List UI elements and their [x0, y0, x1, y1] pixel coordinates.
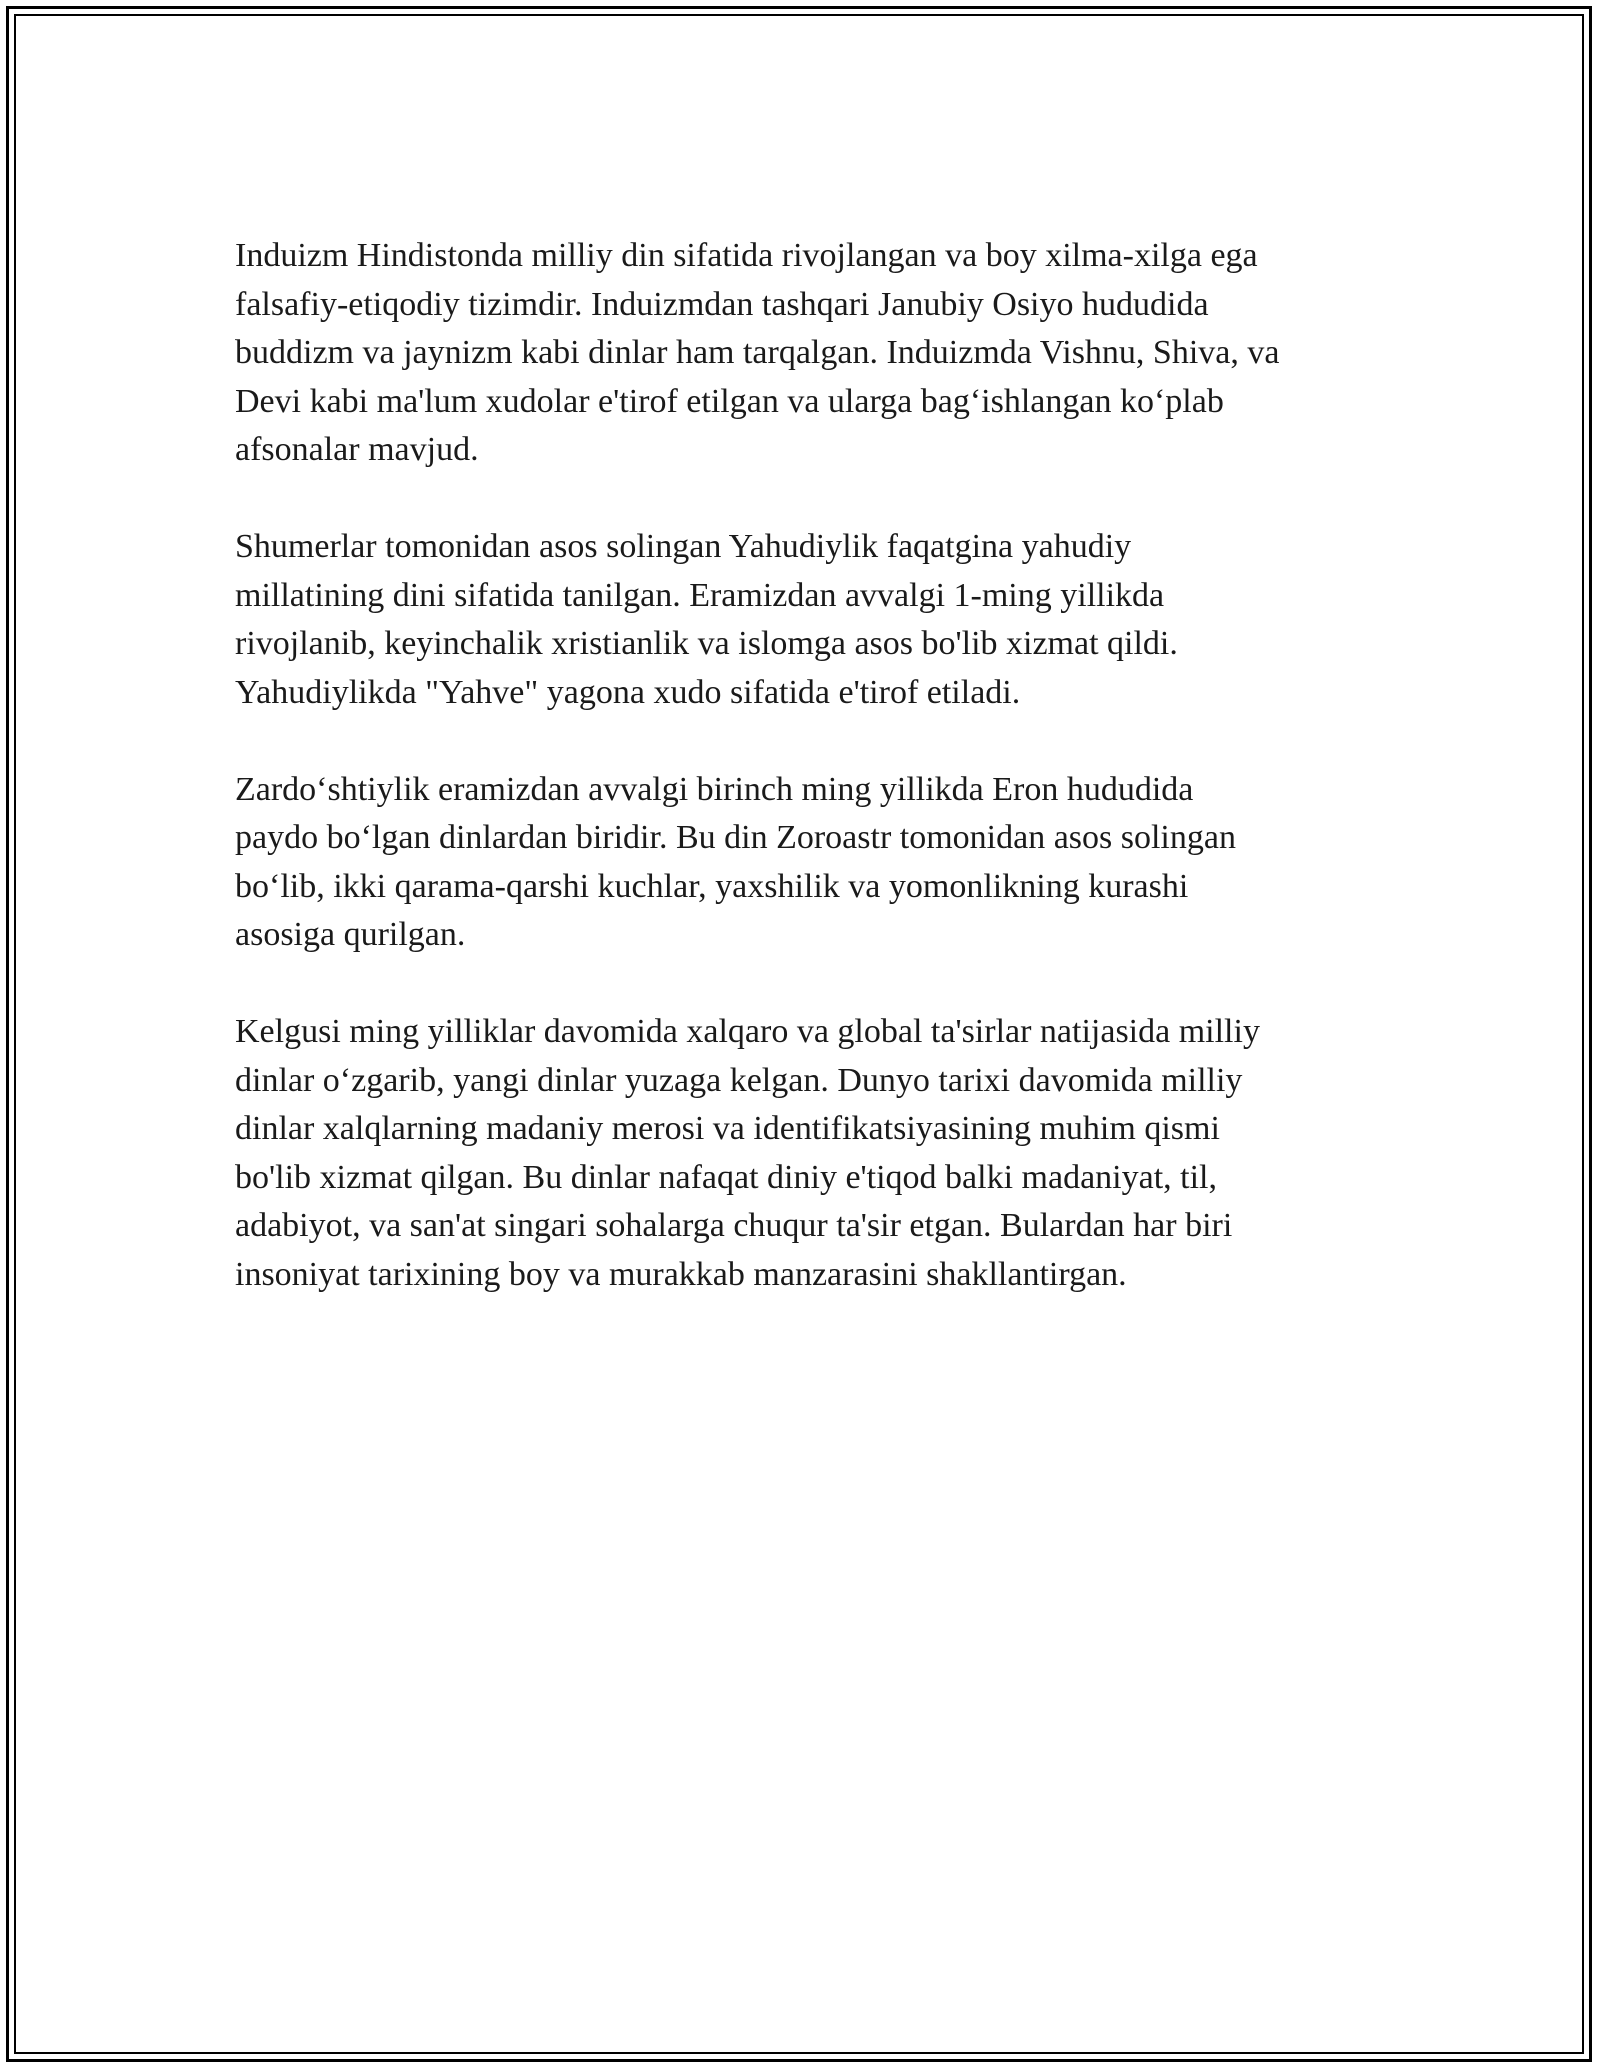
paragraph-conclusion: Kelgusi ming yilliklar davomida xalqaro va global ta'sirlar natijasida milliy dinlar o‘zgarib, yangi dinlar yuzaga kelgan. Dunyo tarixi davomida milliy dinlar xalqlarning madaniy merosi va identifikatsiyasining muhim qismi bo'lib xizmat qilgan. Bu dinlar nafaqat diniy e'tiqod balki madaniyat, til, adabiyot, va san'at singari sohalarga chuqur ta'sir etgan. Bulardan har biri insoniyat tarixining boy va murakkab manzarasini shakllantirgan.	[235, 1013, 1260, 1293]
document-body	[235, 232, 1385, 1348]
paragraph-hinduism: Induizm Hindistonda milliy din sifatida rivojlangan va boy xilma-xilga ega falsafiy-etiqodiy tizimdir. Induizmdan tashqari Janubiy Osiyo hududida buddizm va jaynizm kabi dinlar ham tarqalgan. Induizmda Vishnu, Shiva, va Devi kabi ma'lum xudolar e'tirof etilgan va ularga bag‘ishlangan ko‘plab afsonalar mavjud.	[235, 237, 1280, 468]
paragraph-judaism: Shumerlar tomonidan asos solingan Yahudiylik faqatgina yahudiy millatining dini sifatida tanilgan. Eramizdan avvalgi 1-ming yillikda rivojlanib, keyinchalik xristianlik va islomga asos bo'lib xizmat qildi. Yahudiylikda "Yahve" yagona xudo sifatida e'tirof etiladi.	[235, 528, 1178, 711]
paragraph-zoroastrianism: Zardo‘shtiylik eramizdan avvalgi birinch ming yillikda Eron hududida paydo bo‘lgan dinlardan biridir. Bu din Zoroastr tomonidan asos solingan bo‘lib, ikki qarama-qarshi kuchlar, yaxshilik va yomonlikning kurashi asosiga qurilgan.	[235, 770, 1236, 953]
